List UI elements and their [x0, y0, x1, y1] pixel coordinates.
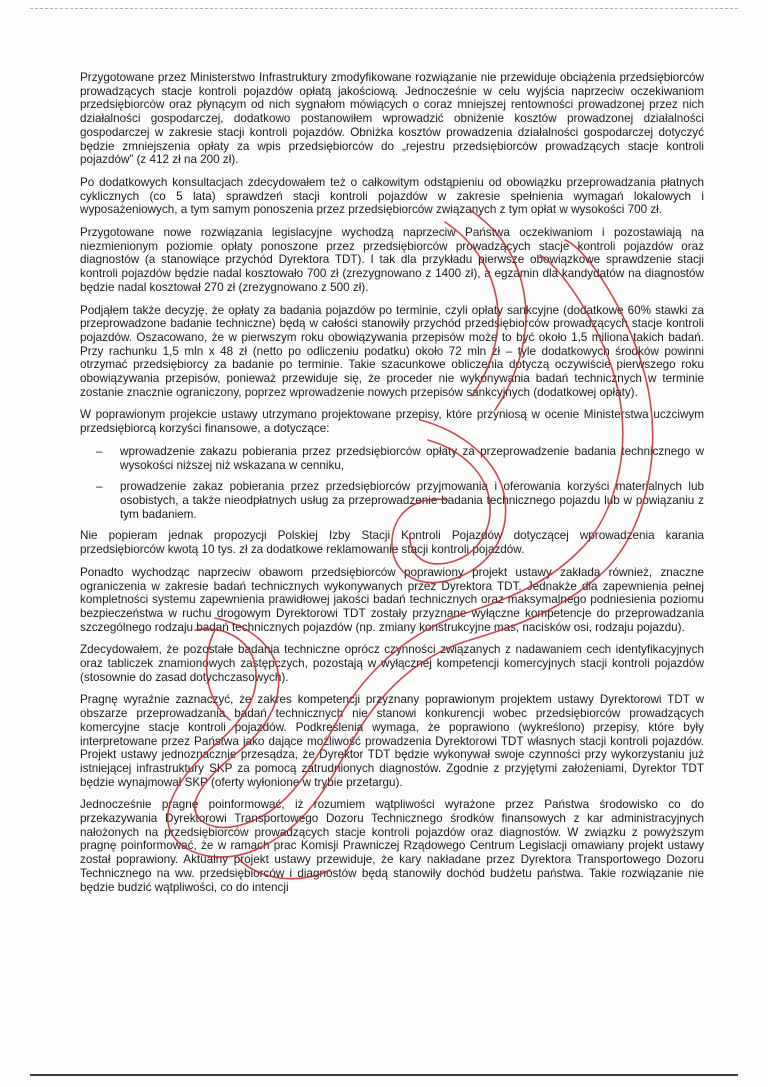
- paragraph-6: Nie popieram jednak propozycji Polskiej Izby Stacji Kontroli Pojazdów dotyczącej wprowadzenia karania przedsiębiorców kwotą 10 tys. zł za dodatkowe reklamowanie stacji kontroli pojazdów.: [80, 529, 704, 557]
- paragraph-10: Jednocześnie pragnę poinformować, iż rozumiem wątpliwości wyrażone przez Państwa środowisko co do przekazywania Dyrektorowi Transportowego Dozoru Technicznego środków finansowych z kar administracyjnych nałożonych na przedsiębiorców prowadzących stacje kontroli pojazdów oraz diagnostów. W związku z powyższym pragnę poinformować, że w ramach prac Komisji Prawniczej Rządowego Centrum Legislacji omawiany projekt ustawy został poprawiony. Aktualny projekt ustawy przewiduje, że kary nakładane przez Dyrektora Transportowego Dozoru Technicznego na ww. przedsiębiorców i diagnostów będą stanowiły dochód budżetu państwa. Takie rozwiązanie nie będzie budzić wątpliwości, co do intencji: [80, 798, 704, 894]
- paragraph-4: Podjąłem także decyzję, że opłaty za badania pojazdów po terminie, czyli opłaty sankcyjne (dodatkowe 60% stawki za przeprowadzone badanie techniczne) będą w całości stanowiły przychód przedsiębiorców prowadzących stacje kontroli pojazdów. Oszacowano, że w pierwszym roku obowiązywania przepisów może to być około 1,5 miliona takich badań. Przy rachunku 1,5 mln x 48 zł (netto po odliczeniu podatku) około 72 mln zł – tyle dodatkowych środków powinni otrzymać przedsiębiorcy za badanie po terminie. Takie szacunkowe obliczenia dotyczą oczywiście pierwszego roku obowiązywania przepisów, ponieważ przewiduje się, że proceder nie wykonywania badań technicznych w terminie zostanie znacznie ograniczony, poprzez wprowadzenie nowych przepisów sankcyjnych (dodatkowej opłaty).: [80, 303, 704, 399]
- bottom-scan-rule: [30, 1074, 738, 1076]
- bullet-item-2: [96, 480, 704, 521]
- bullet-item-1: [96, 444, 704, 472]
- dash-marker-icon: –: [96, 444, 103, 458]
- paragraph-8: Zdecydowałem, że pozostałe badania techniczne oprócz czynności związanych z nadawaniem cech identyfikacyjnych oraz tabliczek znamionowych zastępczych, pozostają w wyłącznej kompetencji komercyjnych stacji kontroli pojazdów (stosownie do zasad dotychczasowych).: [80, 643, 704, 684]
- bullet-text-2: prowadzenie zakaz pobierania przez przedsiębiorców przyjmowania i oferowania korzyści materialnych lub osobistych, a także nieodpłatnych usług za przeprowadzenie badania technicznego pojazdu lub w powiązaniu z tym badaniem.: [120, 480, 704, 521]
- paragraph-7: Ponadto wychodząc naprzeciw obawom przedsiębiorców poprawiony projekt ustawy zakłada również, znaczne ograniczenia w zakresie badań technicznych wykonywanych przez Dyrektora TDT. Jednakże dla zapewnienia pełnej kompletności systemu zapewnienia prawidłowej jakości badań technicznych oraz maksymalnego podniesienia poziomu bezpieczeństwa w ruchu drogowym Dyrektorowi TDT zostały przyznane wyłączne kompetencje do przeprowadzania szczególnego rodzaju badań technicznych pojazdów (np. zmiany konstrukcyjne mas, nacisków osi, rodzaju pojazdu).: [80, 565, 704, 634]
- letter-body: [80, 71, 704, 903]
- bullet-list: [80, 445, 704, 522]
- paragraph-9: Pragnę wyraźnie zaznaczyć, że zakres kompetencji przyznany poprawionym projektem ustawy Dyrektorowi TDT w obszarze przeprowadzania badań technicznych nie stanowi konkurencji wobec przedsiębiorców prowadzących komercyjne stacje kontroli pojazdów. Podkreślenia wymaga, że poprawiono (wykreślono) przepisy, które były interpretowane przez Państwa jako dające możliwość prowadzenia Dyrektorowi TDT własnych stacji kontroli pojazdów. Projekt ustawy jednoznacznie przesądza, że Dyrektor TDT będzie wykonywał swoje czynności przy wykorzystaniu już istniejącej infrastruktury SKP za pomocą zatrudnionych diagnostów. Zgodnie z przyjętymi założeniami, Dyrektor TDT będzie wynajmował SKP (oferty wyłonione w trybie przetargu).: [80, 693, 704, 789]
- paragraph-3: Przygotowane nowe rozwiązania legislacyjne wychodzą naprzeciw Państwa oczekiwaniom i pozostawiają na niezmienionym poziomie opłaty ponoszone przez przedsiębiorców prowadzących stacje kontroli pojazdów oraz diagnostów (a stanowiące przychód Dyrektora TDT). I tak dla przykładu pierwsze obowiązkowe sprawdzenie stacji kontroli pojazdów będzie nadal kosztowało 700 zł (zrezygnowano z 1400 zł), a egzamin dla kandydatów na diagnostów będzie nadal kosztował 270 zł (zrezygnowano z 500 zł).: [80, 226, 704, 294]
- paragraph-5: W poprawionym projekcie ustawy utrzymano projektowane przepisy, które przyniosą w ocenie Ministerstwa uczciwym przedsiębiorcą korzyści finansowe, a dotyczące:: [80, 408, 704, 436]
- dash-marker-icon: –: [96, 480, 103, 494]
- paragraph-2: Po dodatkowych konsultacjach zdecydowałem też o całkowitym odstąpieniu od obowiązku przeprowadzania płatnych cyklicznych (co 5 lata) sprawdzeń stacji kontroli pojazdów w zakresie spełnienia wymagań lokalowych i wyposażeniowych, a tym samym ponoszenia przez przedsiębiorców związanych z tym opłat w wysokości 700 zł.: [80, 175, 704, 217]
- bullet-text-1: wprowadzenie zakazu pobierania przez przedsiębiorców opłaty za przeprowadzenie badania technicznego w wysokości niższej niż wskazana w cenniku,: [120, 444, 704, 472]
- top-scan-rule: [30, 8, 738, 9]
- paragraph-1: Przygotowane przez Ministerstwo Infrastruktury zmodyfikowane rozwiązanie nie przewiduje obciążenia przedsiębiorców prowadzących stacje kontroli pojazdów opłatą jakościową. Jednocześnie w celu wyjścia naprzeciw oczekiwaniom przedsiębiorców oraz płynącym od nich sygnałom mówiących o coraz mniejszej rentowności prowadzonej przez nich działalności gospodarczej, dodatkowo postanowiłem wprowadzić obniżenie kosztów prowadzonej działalności gospodarczej w zakresie stacji kontroli pojazdów. Obniżka kosztów prowadzenia działalności gospodarczej dotyczyć będzie zmniejszenia opłaty za wpis przedsiębiorców do „rejestru przedsiębiorców prowadzących stacje kontroli pojazdów” (z 412 zł na 200 zł).: [80, 71, 704, 167]
